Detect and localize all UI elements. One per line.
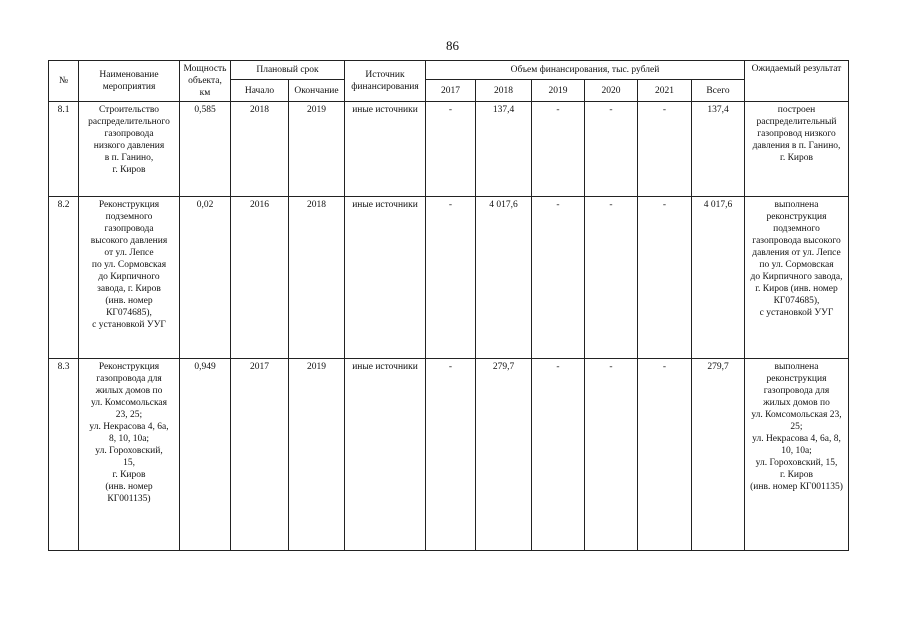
cell-num: 8.1 xyxy=(49,102,79,197)
cell-2020: - xyxy=(585,197,638,359)
header-name: Наименование мероприятия xyxy=(79,61,180,102)
funding-table xyxy=(48,60,849,551)
header-year-2017: 2017 xyxy=(426,80,476,102)
header-planned-term: Плановый срок xyxy=(231,61,345,80)
cell-end: 2019 xyxy=(289,102,345,197)
cell-num: 8.3 xyxy=(49,359,79,551)
cell-2017: - xyxy=(426,197,476,359)
page-number: 86 xyxy=(446,38,459,53)
cell-2019: - xyxy=(532,359,585,551)
cell-total: 4 017,6 xyxy=(692,197,745,359)
cell-2017: - xyxy=(426,359,476,551)
header-year-2019: 2019 xyxy=(532,80,585,102)
header-result: Ожидаемый результат xyxy=(745,61,849,102)
cell-result: выполнена реконструкция газопровода для жилых домов по ул. Комсомольская 23, 25; ул. Некрасова 4, 6а, 8, 10, 10а; ул. Гороховский, 15, г. Киров (инв. номер КГ001135) xyxy=(745,359,849,551)
header-source: Источник финансирования xyxy=(345,61,426,102)
cell-2021: - xyxy=(638,359,692,551)
cell-2018: 137,4 xyxy=(476,102,532,197)
cell-result: построен распределительный газопровод низкого давления в п. Ганино, г. Киров xyxy=(745,102,849,197)
header-num: № xyxy=(49,61,79,102)
cell-2019: - xyxy=(532,102,585,197)
cell-name: Реконструкция газопровода для жилых домов по ул. Комсомольская 23, 25; ул. Некрасова 4, 6а, 8, 10, 10а; ул. Гороховский, 15, г. Киров (инв. номер КГ001135) xyxy=(79,359,180,551)
header-funding: Объем финансирования, тыс. рублей xyxy=(426,61,745,80)
cell-2021: - xyxy=(638,102,692,197)
header-year-2018: 2018 xyxy=(476,80,532,102)
cell-end: 2018 xyxy=(289,197,345,359)
cell-total: 279,7 xyxy=(692,359,745,551)
table-row xyxy=(49,102,849,197)
cell-source: иные источники xyxy=(345,359,426,551)
cell-start: 2018 xyxy=(231,102,289,197)
cell-source: иные источники xyxy=(345,197,426,359)
cell-name: Строительство распределительного газопровода низкого давления в п. Ганино, г. Киров xyxy=(79,102,180,197)
header-end: Окончание xyxy=(289,80,345,102)
cell-name: Реконструкция подземного газопровода высокого давления от ул. Лепсе по ул. Сормовская до Кирпичного завода, г. Киров (инв. номер КГ074685), с установкой УУГ xyxy=(79,197,180,359)
header-row-1 xyxy=(49,61,849,80)
cell-total: 137,4 xyxy=(692,102,745,197)
cell-2021: - xyxy=(638,197,692,359)
header-start: Начало xyxy=(231,80,289,102)
header-year-2020: 2020 xyxy=(585,80,638,102)
cell-2018: 4 017,6 xyxy=(476,197,532,359)
cell-capacity: 0,02 xyxy=(180,197,231,359)
cell-2017: - xyxy=(426,102,476,197)
cell-num: 8.2 xyxy=(49,197,79,359)
cell-source: иные источники xyxy=(345,102,426,197)
cell-start: 2017 xyxy=(231,359,289,551)
cell-2020: - xyxy=(585,102,638,197)
cell-2020: - xyxy=(585,359,638,551)
cell-capacity: 0,585 xyxy=(180,102,231,197)
table-row xyxy=(49,197,849,359)
header-year-2021: 2021 xyxy=(638,80,692,102)
header-capacity: Мощность объекта, км xyxy=(180,61,231,102)
header-total: Всего xyxy=(692,80,745,102)
cell-2018: 279,7 xyxy=(476,359,532,551)
cell-2019: - xyxy=(532,197,585,359)
cell-end: 2019 xyxy=(289,359,345,551)
cell-capacity: 0,949 xyxy=(180,359,231,551)
cell-result: выполнена реконструкция подземного газопровода высокого давления от ул. Лепсе по ул. Сормовская до Кирпичного завода, г. Киров (инв. номер КГ074685), с установкой УУГ xyxy=(745,197,849,359)
cell-start: 2016 xyxy=(231,197,289,359)
table-row xyxy=(49,359,849,551)
